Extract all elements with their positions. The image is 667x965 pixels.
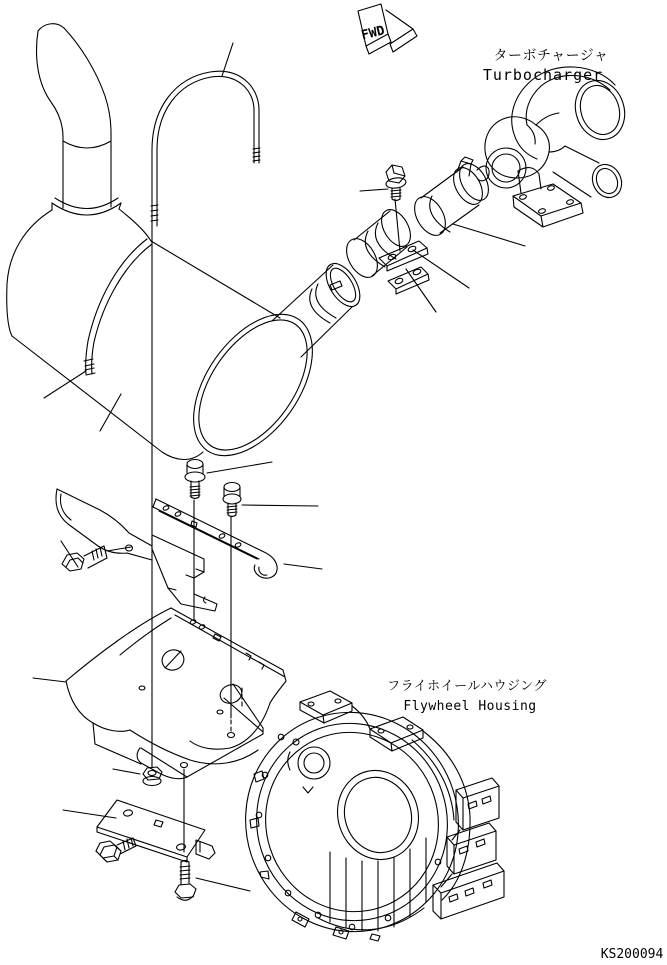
turbocharger-label-jp: ターボチャージャ (493, 48, 609, 64)
plate-bolt-side (96, 838, 136, 862)
flywheel-housing-drawing (217, 685, 504, 960)
flywheel-housing-label-en: Flywheel Housing (403, 699, 537, 714)
drawing-number: KS200094 (600, 947, 664, 962)
clamp-plate-2 (388, 267, 429, 294)
leader-lines (33, 43, 525, 891)
turbocharger-drawing (482, 66, 632, 227)
saddle-bracket (66, 608, 286, 779)
clamp-plate-1 (379, 241, 428, 271)
muffler-body (7, 209, 337, 477)
muffler-inlet-pipe (272, 258, 367, 357)
bent-bracket (152, 535, 217, 611)
strip-bracket (153, 499, 277, 578)
plate-bolt-vertical (175, 861, 196, 901)
muffler-clamp-band (84, 239, 152, 375)
fwd-arrow (358, 4, 417, 54)
bracket-bolt-right (223, 483, 241, 517)
clamp-bolt (385, 165, 406, 201)
flywheel-housing-label-jp: フライホイールハウジング (387, 679, 547, 694)
connector-sleeve-upper (408, 157, 494, 241)
turbocharger-base (513, 168, 583, 227)
muffler-leg-plate (56, 489, 152, 560)
u-bolt (151, 71, 260, 226)
bracket-bolt-left (185, 460, 205, 499)
connector-sleeve-lower (340, 205, 416, 283)
turbocharger-label-en: Turbocharger (482, 66, 604, 84)
hose-clamp (457, 157, 489, 181)
exhaust-stack (37, 24, 121, 215)
fwd-label: FWD (359, 23, 387, 44)
